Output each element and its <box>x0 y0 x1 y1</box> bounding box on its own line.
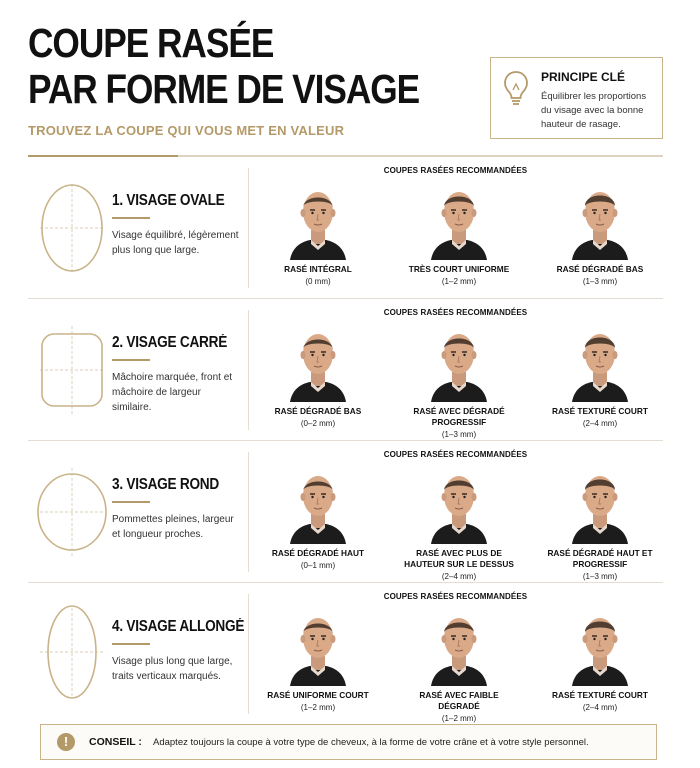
principle-text: Équilibrer les proportions du visage avec la bonne hauteur de rasage. <box>541 91 647 130</box>
haircut-portrait <box>427 324 491 402</box>
column-divider <box>248 452 249 572</box>
face-shape-description: Mâchoire marquée, front et mâchoire de largeur similaire. <box>112 372 233 413</box>
column-divider <box>248 310 249 430</box>
haircut-portrait <box>286 324 350 402</box>
haircut-option <box>540 324 660 429</box>
haircut-option <box>399 608 519 724</box>
haircut-portrait <box>286 466 350 544</box>
title-line-2: PAR FORME DE VISAGE <box>28 66 420 112</box>
square-face-outline-icon <box>36 322 108 418</box>
face-shape-illustration <box>36 604 108 700</box>
haircut-portrait <box>568 608 632 686</box>
advice-text: Adaptez toujours la coupe à votre type de cheveux, à la forme de votre crâne et à votre style personnel. <box>153 737 589 748</box>
face-shape-name: 4. VISAGE ALLONGÉ <box>112 618 245 635</box>
face-shape-illustration <box>36 180 108 276</box>
face-shape-name: 1. VISAGE OVALE <box>112 192 225 209</box>
title-line-1: COUPE RASÉE <box>28 20 274 66</box>
column-divider <box>248 594 249 714</box>
face-shape-accent-rule <box>112 217 150 219</box>
haircut-name: RASÉ TEXTURÉ COURT <box>552 690 648 700</box>
principle-box <box>490 57 663 139</box>
haircut-range: (2–4 mm) <box>582 703 618 712</box>
haircut-option <box>258 182 378 287</box>
haircut-name: RASÉ AVEC DÉGRADÉ PROGRESSIF <box>413 406 505 427</box>
face-shape-row-oval <box>28 158 663 298</box>
face-shape-description: Visage équilibré, légèrement plus long que large. <box>112 230 239 256</box>
haircut-name: RASÉ DÉGRADÉ BAS <box>274 406 362 416</box>
haircut-option <box>258 466 378 571</box>
face-shape-illustration <box>36 322 108 418</box>
recommended-header: COUPES RASÉES RECOMMANDÉES <box>383 308 528 317</box>
haircut-range: (1–2 mm) <box>441 714 477 723</box>
oval-face-outline-icon <box>36 180 108 276</box>
advice-bar <box>40 724 657 760</box>
haircut-range: (1–3 mm) <box>582 277 618 286</box>
haircut-range: (0–2 mm) <box>300 419 336 428</box>
haircut-name: RASÉ UNIFORME COURT <box>267 690 369 700</box>
haircut-portrait <box>427 182 491 260</box>
haircut-name: RASÉ TEXTURÉ COURT <box>552 406 648 416</box>
haircut-range: (1–3 mm) <box>441 430 477 439</box>
face-shape-row-long <box>28 584 663 724</box>
column-divider <box>248 168 249 288</box>
page-subtitle: TROUVEZ LA COUPE QUI VOUS MET EN VALEUR <box>28 123 345 138</box>
recommended-header: COUPES RASÉES RECOMMANDÉES <box>383 592 528 601</box>
haircut-name: RASÉ INTÉGRAL <box>284 264 352 274</box>
face-shape-name: 2. VISAGE CARRÉ <box>112 334 228 351</box>
face-shape-description: Visage plus long que large, traits verticaux marqués. <box>112 656 233 682</box>
haircut-option <box>540 608 660 713</box>
haircut-range: (1–2 mm) <box>441 277 477 286</box>
row-divider <box>28 298 663 299</box>
haircut-portrait <box>568 466 632 544</box>
haircut-name: RASÉ DÉGRADÉ BAS <box>556 264 644 274</box>
recommended-header: COUPES RASÉES RECOMMANDÉES <box>383 166 528 175</box>
haircut-name: RASÉ AVEC PLUS DE HAUTEUR SUR LE DESSUS <box>404 548 514 569</box>
face-shape-accent-rule <box>112 359 150 361</box>
advice-label: CONSEIL : <box>89 736 142 748</box>
header-divider-accent <box>28 155 178 157</box>
face-shape-description: Pommettes pleines, largeur et longueur proches. <box>112 514 234 540</box>
haircut-portrait <box>568 324 632 402</box>
haircut-range: (1–2 mm) <box>300 703 336 712</box>
principle-title: PRINCIPE CLÉ <box>541 70 626 84</box>
row-divider <box>28 440 663 441</box>
haircut-option <box>399 324 519 440</box>
haircut-range: (0–1 mm) <box>300 561 336 570</box>
haircut-name: TRÈS COURT UNIFORME <box>408 264 510 274</box>
page-title <box>28 20 420 112</box>
long-face-outline-icon <box>36 604 108 700</box>
haircut-portrait <box>427 466 491 544</box>
recommended-header: COUPES RASÉES RECOMMANDÉES <box>383 450 528 459</box>
lightbulb-icon <box>503 70 529 106</box>
haircut-portrait <box>568 182 632 260</box>
haircut-option <box>258 324 378 429</box>
haircut-portrait <box>427 608 491 686</box>
haircut-option <box>399 182 519 287</box>
face-shape-illustration <box>36 464 108 560</box>
face-shape-row-round <box>28 442 663 582</box>
haircut-range: (1–3 mm) <box>582 572 618 581</box>
haircut-name: RASÉ AVEC FAIBLE DÉGRADÉ <box>419 690 499 711</box>
round-face-outline-icon <box>36 464 108 560</box>
haircut-option <box>540 466 660 582</box>
exclamation-icon: ! <box>57 733 75 751</box>
face-shape-name: 3. VISAGE ROND <box>112 476 219 493</box>
face-shape-row-square <box>28 300 663 440</box>
haircut-name: RASÉ DÉGRADÉ HAUT ET PROGRESSIF <box>547 548 653 569</box>
face-shape-accent-rule <box>112 643 150 645</box>
haircut-option <box>540 182 660 287</box>
row-divider <box>28 582 663 583</box>
haircut-portrait <box>286 608 350 686</box>
haircut-option <box>258 608 378 713</box>
haircut-option <box>399 466 519 582</box>
face-shape-accent-rule <box>112 501 150 503</box>
haircut-range: (2–4 mm) <box>582 419 618 428</box>
haircut-range: (0 mm) <box>305 277 331 286</box>
haircut-name: RASÉ DÉGRADÉ HAUT <box>271 548 365 558</box>
haircut-portrait <box>286 182 350 260</box>
haircut-range: (2–4 mm) <box>441 572 477 581</box>
